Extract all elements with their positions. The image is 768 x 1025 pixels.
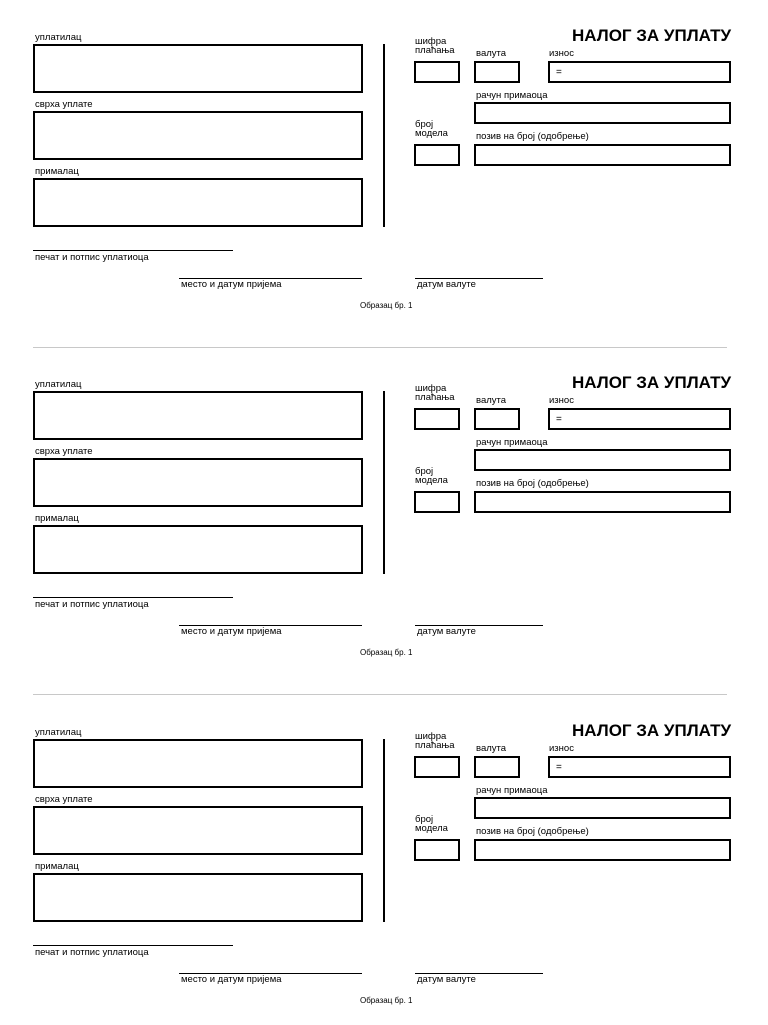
signature-line — [33, 597, 233, 598]
signature-label: печат и потпис уплатиоца — [35, 599, 149, 610]
model-number-label: број модела — [415, 814, 448, 834]
amount-label: износ — [549, 48, 574, 59]
amount-prefix: = — [556, 762, 562, 773]
purpose-label: сврха уплате — [35, 794, 93, 805]
value-date-label: датум валуте — [417, 626, 476, 637]
payment-code-field[interactable] — [414, 408, 460, 430]
amount-field[interactable] — [548, 408, 731, 430]
reference-label: позив на број (одобрење) — [476, 131, 589, 142]
amount-prefix: = — [556, 414, 562, 425]
payer-field[interactable] — [33, 391, 363, 440]
form-number: Образац бр. 1 — [360, 996, 413, 1005]
signature-line — [33, 250, 233, 251]
reference-label: позив на број (одобрење) — [476, 478, 589, 489]
currency-field[interactable] — [474, 61, 520, 83]
payment-code-label: шифра плаћања — [415, 36, 455, 56]
model-number-field[interactable] — [414, 491, 460, 513]
purpose-label: сврха уплате — [35, 446, 93, 457]
purpose-field[interactable] — [33, 458, 363, 507]
payer-label: уплатилац — [35, 379, 82, 390]
value-date-label: датум валуте — [417, 279, 476, 290]
form-title: НАЛОГ ЗА УПЛАТУ — [572, 26, 732, 45]
form-title: НАЛОГ ЗА УПЛАТУ — [572, 721, 732, 740]
recipient-field[interactable] — [33, 525, 363, 574]
place-date-label: место и датум пријема — [181, 279, 282, 290]
payment-code-field[interactable] — [414, 61, 460, 83]
amount-prefix: = — [556, 67, 562, 78]
purpose-label: сврха уплате — [35, 99, 93, 110]
currency-field[interactable] — [474, 756, 520, 778]
reference-field[interactable] — [474, 491, 731, 513]
place-date-label: место и датум пријема — [181, 974, 282, 985]
currency-label: валута — [476, 743, 507, 754]
vertical-divider — [383, 391, 385, 574]
payment-order-form-1 — [0, 0, 768, 330]
form-number: Образац бр. 1 — [360, 648, 413, 657]
payment-order-form-2 — [0, 347, 768, 677]
amount-field[interactable] — [548, 61, 731, 83]
payer-field[interactable] — [33, 739, 363, 788]
payer-label: уплатилац — [35, 727, 82, 738]
vertical-divider — [383, 739, 385, 922]
payer-label: уплатилац — [35, 32, 82, 43]
recipient-account-field[interactable] — [474, 449, 731, 471]
payer-field[interactable] — [33, 44, 363, 93]
amount-label: износ — [549, 743, 574, 754]
model-number-label: број модела — [415, 119, 448, 139]
model-number-label: број модела — [415, 466, 448, 486]
model-number-field[interactable] — [414, 144, 460, 166]
payment-code-field[interactable] — [414, 756, 460, 778]
payment-order-form-3 — [0, 695, 768, 1025]
signature-line — [33, 945, 233, 946]
vertical-divider — [383, 44, 385, 227]
currency-field[interactable] — [474, 408, 520, 430]
signature-label: печат и потпис уплатиоца — [35, 947, 149, 958]
purpose-field[interactable] — [33, 806, 363, 855]
recipient-label: прималац — [35, 166, 79, 177]
recipient-account-field[interactable] — [474, 797, 731, 819]
currency-label: валута — [476, 48, 507, 59]
reference-label: позив на број (одобрење) — [476, 826, 589, 837]
recipient-label: прималац — [35, 861, 79, 872]
reference-field[interactable] — [474, 144, 731, 166]
purpose-field[interactable] — [33, 111, 363, 160]
recipient-account-field[interactable] — [474, 102, 731, 124]
model-number-field[interactable] — [414, 839, 460, 861]
recipient-field[interactable] — [33, 873, 363, 922]
reference-field[interactable] — [474, 839, 731, 861]
signature-label: печат и потпис уплатиоца — [35, 252, 149, 263]
recipient-account-label: рачун примаоца — [476, 90, 548, 101]
payment-code-label: шифра плаћања — [415, 383, 455, 403]
payment-code-label: шифра плаћања — [415, 731, 455, 751]
recipient-field[interactable] — [33, 178, 363, 227]
amount-label: износ — [549, 395, 574, 406]
amount-field[interactable] — [548, 756, 731, 778]
form-number: Образац бр. 1 — [360, 301, 413, 310]
currency-label: валута — [476, 395, 507, 406]
value-date-label: датум валуте — [417, 974, 476, 985]
form-title: НАЛОГ ЗА УПЛАТУ — [572, 373, 732, 392]
recipient-account-label: рачун примаоца — [476, 437, 548, 448]
recipient-account-label: рачун примаоца — [476, 785, 548, 796]
place-date-label: место и датум пријема — [181, 626, 282, 637]
recipient-label: прималац — [35, 513, 79, 524]
